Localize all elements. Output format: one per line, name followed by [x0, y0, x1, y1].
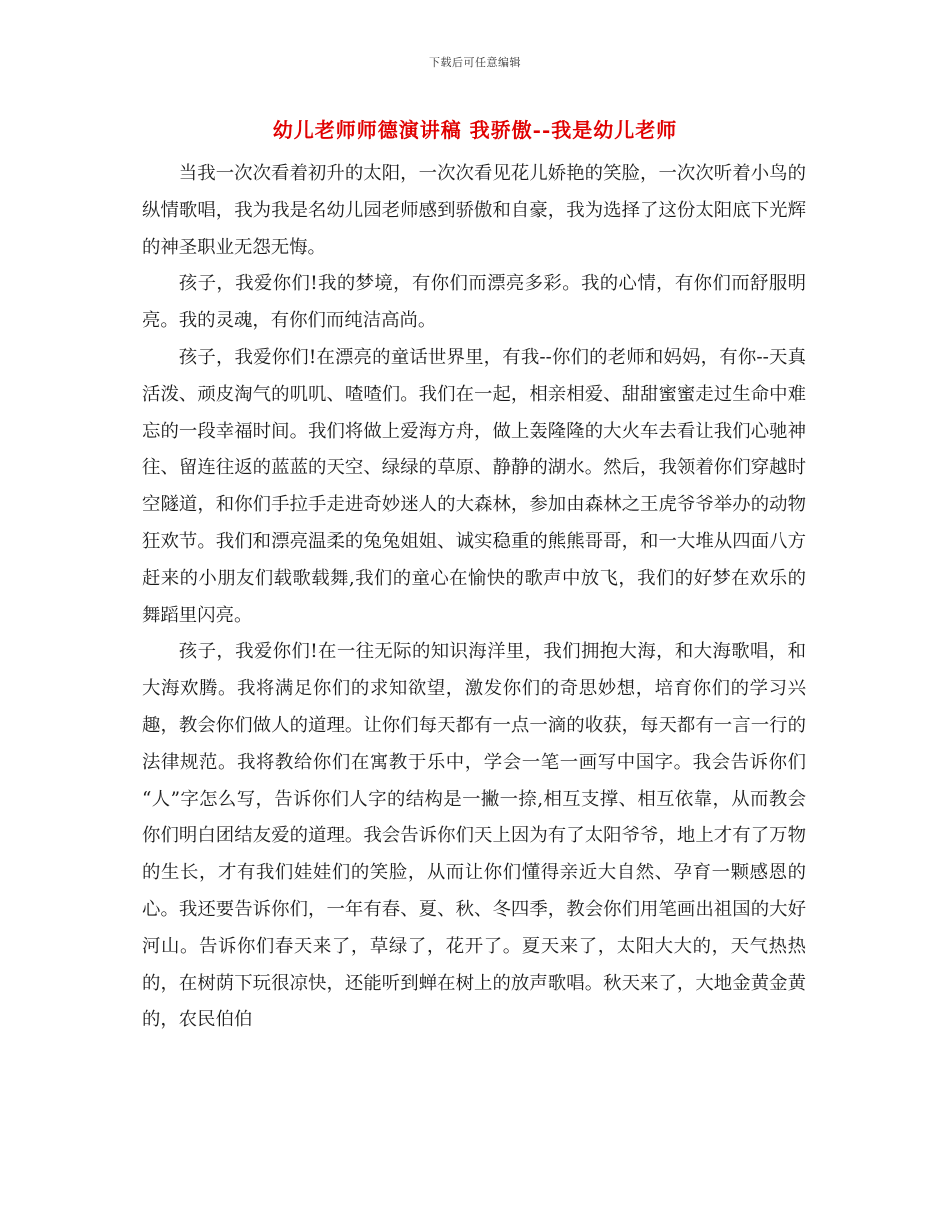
paragraph-3: 孩子，我爱你们!在漂亮的童话世界里，有我--你们的老师和妈妈，有你--天真活泼、顽皮淘气的叽叽、喳喳们。我们在一起，相亲相爱、甜甜蜜蜜走过生命中难忘的一段幸福时间。我们将做上爱海方舟，做上轰隆隆的大火车去看让我们心驰神往、留连往返的蓝蓝的天空、绿绿的草原、静静的湖水。然后，我领着你们穿越时空隧道，和你们手拉手走进奇妙迷人的大森林，参加由森林之王虎爷爷举办的动物狂欢节。我们和漂亮温柔的兔兔姐姐、诚实稳重的熊熊哥哥，和一大堆从四面八方赶来的小朋友们载歌载舞,我们的童心在愉快的歌声中放飞，我们的好梦在欢乐的舞蹈里闪亮。 [142, 346, 806, 626]
paragraph-2: 孩子，我爱你们!我的梦境，有你们而漂亮多彩。我的心情，有你们而舒服明亮。我的灵魂，有你们而纯洁高尚。 [142, 273, 806, 332]
paragraph-1: 当我一次次看着初升的太阳，一次次看见花儿娇艳的笑脸，一次次听着小鸟的纵情歌唱，我为我是名幼儿园老师感到骄傲和自豪，我为选择了这份太阳底下光辉的神圣职业无怨无悔。 [142, 163, 806, 258]
paragraph-4: 孩子，我爱你们!在一往无际的知识海洋里，我们拥抱大海，和大海歌唱，和大海欢腾。我将满足你们的求知欲望，激发你们的奇思妙想，培育你们的学习兴趣，教会你们做人的道理。让你们每天都有一点一滴的收获，每天都有一言一行的法律规范。我将教给你们在寓教于乐中，学会一笔一画写中国字。我会告诉你们 “人”字怎么写，告诉你们人字的结构是一撇一捺,相互支撑、相互依靠，从而教会你们明白团结友爱的道理。我会告诉你们天上因为有了太阳爷爷，地上才有了万物的生长，才有我们娃娃们的笑脸，从而让你们懂得亲近大自然、孕育一颗感恩的心。我还要告诉你们，一年有春、夏、秋、冬四季，教会你们用笔画出祖国的大好河山。告诉你们春天来了，草绿了，花开了。夏天来了，太阳大大的，天气热热的，在树荫下玩很凉快，还能听到蝉在树上的放声歌唱。秋天来了，大地金黄金黄的，农民伯伯 [142, 641, 806, 1031]
document-title: 幼儿老师师德演讲稿 我骄傲--我是幼儿老师 [272, 118, 678, 142]
page-header-note: 下载后可任意编辑 [429, 56, 521, 69]
document-body [142, 156, 806, 1039]
